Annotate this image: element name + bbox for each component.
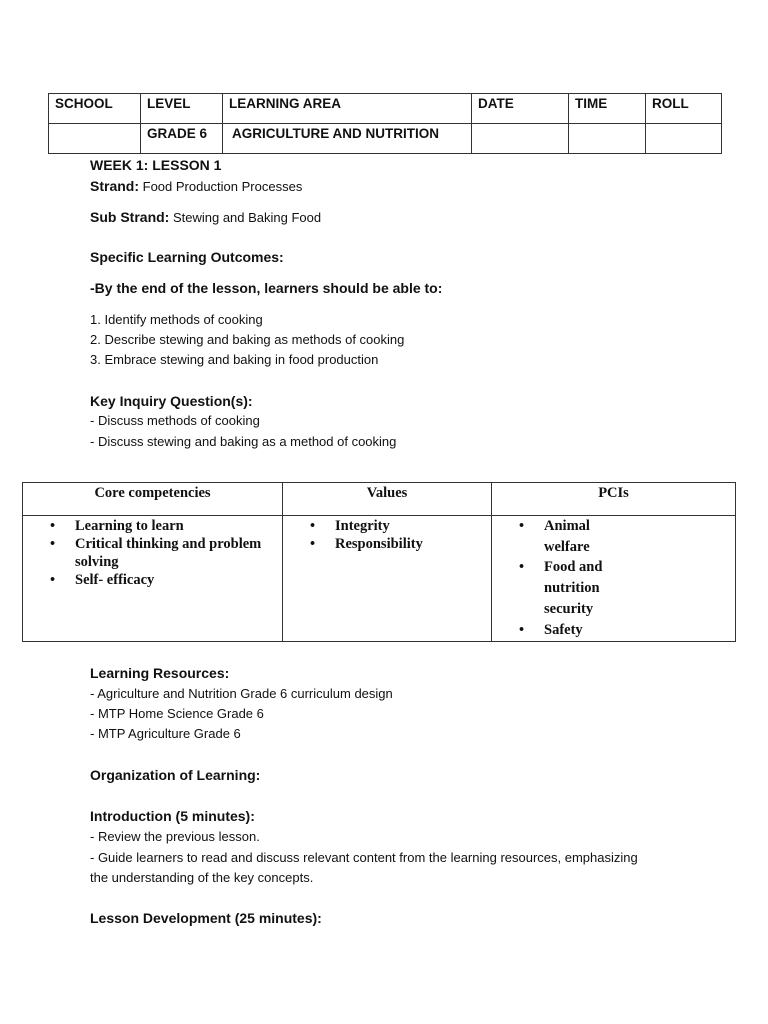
strand-line (90, 178, 302, 194)
outcomes-heading: Specific Learning Outcomes: (90, 249, 284, 265)
list-item: • Animal welfare (492, 516, 617, 557)
header-cell-date: DATE (472, 94, 569, 124)
pcis-cell (492, 516, 736, 642)
list-item: • Food and nutrition security (492, 557, 617, 619)
value-cell-date (472, 124, 569, 154)
competency-header-row (23, 483, 736, 516)
strand-value: Food Production Processes (142, 179, 303, 194)
outcome-item: 2. Describe stewing and baking as methods of cooking (90, 332, 405, 347)
inquiry-heading: Key Inquiry Question(s): (90, 393, 253, 409)
value-cell-level: GRADE 6 (141, 124, 223, 154)
sub-strand-line (90, 209, 321, 225)
sub-strand-label: Sub Strand: (90, 209, 170, 225)
value-cell-time (569, 124, 646, 154)
outcome-item: 1. Identify methods of cooking (90, 312, 263, 327)
introduction-heading: Introduction (5 minutes): (90, 808, 255, 824)
values-header: Values (283, 483, 492, 516)
core-competencies-list (23, 517, 282, 589)
value-cell-learning-area: AGRICULTURE AND NUTRITION (223, 124, 472, 154)
list-item: • Integrity (283, 517, 491, 535)
header-cell-learning-area: LEARNING AREA (223, 94, 472, 124)
development-heading: Lesson Development (25 minutes): (90, 910, 322, 926)
list-item: • Learning to learn (23, 517, 282, 535)
introduction-item: - Guide learners to read and discuss relevant content from the learning resources, emphasizing (90, 850, 638, 865)
week-lesson-title: WEEK 1: LESSON 1 (90, 157, 222, 173)
value-row (49, 124, 722, 154)
header-cell-roll: ROLL (646, 94, 722, 124)
inquiry-item: - Discuss methods of cooking (90, 413, 260, 428)
resources-heading: Learning Resources: (90, 665, 230, 681)
values-list (283, 517, 491, 553)
competency-table (22, 482, 736, 642)
list-item: • Safety (492, 620, 617, 641)
competency-body-row (23, 516, 736, 642)
header-cell-level: LEVEL (141, 94, 223, 124)
introduction-item: - Review the previous lesson. (90, 829, 260, 844)
list-item: • Self- efficacy (23, 571, 282, 589)
header-row (49, 94, 722, 124)
inquiry-item: - Discuss stewing and baking as a method of cooking (90, 434, 397, 449)
header-cell-time: TIME (569, 94, 646, 124)
resource-item: - MTP Home Science Grade 6 (90, 706, 264, 721)
core-competencies-header: Core competencies (23, 483, 283, 516)
pcis-list (492, 516, 617, 640)
resource-item: - MTP Agriculture Grade 6 (90, 726, 241, 741)
introduction-item: the understanding of the key concepts. (90, 870, 314, 885)
organization-heading: Organization of Learning: (90, 767, 261, 783)
list-item: • Critical thinking and problem solving (23, 535, 282, 571)
outcomes-intro: -By the end of the lesson, learners should be able to: (90, 280, 443, 296)
header-cell-school: SCHOOL (49, 94, 141, 124)
list-item: • Responsibility (283, 535, 491, 553)
lesson-header-table (48, 93, 722, 154)
outcome-item: 3. Embrace stewing and baking in food production (90, 352, 379, 367)
core-competencies-cell (23, 516, 283, 642)
strand-label: Strand: (90, 178, 139, 194)
pcis-header: PCIs (492, 483, 736, 516)
value-cell-roll (646, 124, 722, 154)
resource-item: - Agriculture and Nutrition Grade 6 curriculum design (90, 686, 393, 701)
sub-strand-value: Stewing and Baking Food (172, 210, 322, 225)
value-cell-school (49, 124, 141, 154)
values-cell (283, 516, 492, 642)
